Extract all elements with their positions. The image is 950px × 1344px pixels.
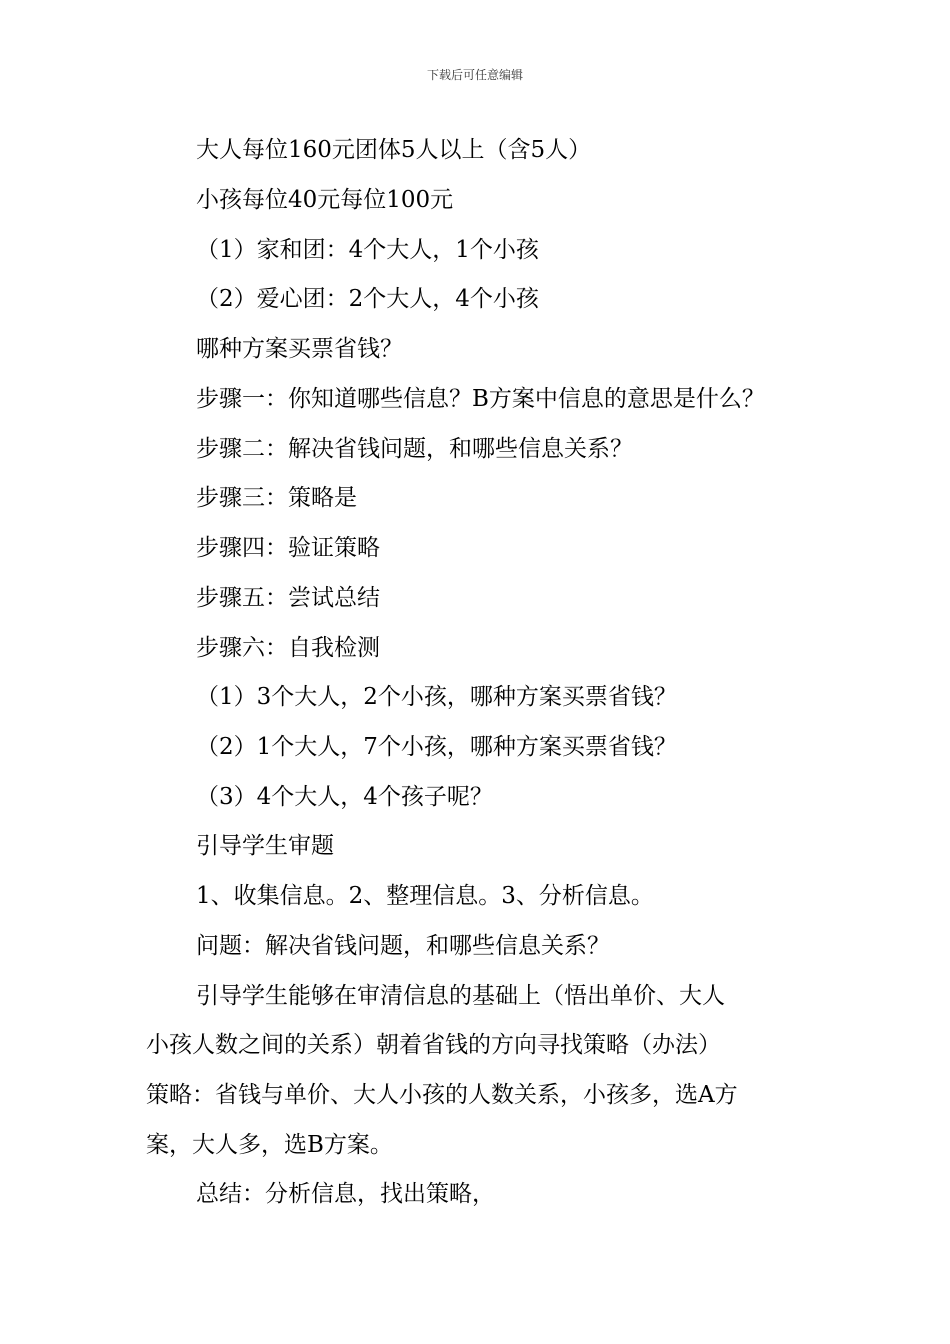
text-line: 总结：分析信息，找出策略， — [196, 1181, 495, 1207]
text-line: 引导学生能够在审清信息的基础上（悟出单价、大人 — [196, 983, 725, 1009]
text-line: 1、收集信息。2、整理信息。3、分析信息。 — [196, 883, 654, 909]
text-line: 小孩每位40元每位100元 — [196, 187, 454, 213]
page-header: 下载后可任意编辑 — [426, 68, 523, 82]
text-line: （3）4个大人，4个孩子呢？ — [196, 784, 493, 810]
text-line: 案，大人多，选B方案。 — [146, 1132, 393, 1158]
text-line: 步骤二：解决省钱问题，和哪些信息关系？ — [196, 436, 633, 462]
text-line: 步骤六：自我检测 — [196, 635, 380, 661]
text-line: （1）3个大人，2个小孩，哪种方案买票省钱？ — [196, 684, 677, 710]
text-line: 哪种方案买票省钱？ — [196, 336, 403, 362]
text-line: 步骤三：策略是 — [196, 485, 357, 511]
text-line: 引导学生审题 — [196, 833, 334, 859]
text-line: 步骤五：尝试总结 — [196, 585, 380, 611]
text-line: （2）爱心团：2个大人，4个小孩 — [196, 286, 539, 312]
text-line: 小孩人数之间的关系）朝着省钱的方向寻找策略（办法） — [146, 1032, 721, 1058]
text-line: 问题：解决省钱问题，和哪些信息关系？ — [196, 933, 610, 959]
text-line: （2）1个大人，7个小孩，哪种方案买票省钱？ — [196, 734, 677, 760]
text-line: （1）家和团：4个大人，1个小孩 — [196, 237, 539, 263]
text-line: 策略：省钱与单价、大人小孩的人数关系，小孩多，选A方 — [146, 1082, 738, 1108]
text-line: 大人每位160元团体5人以上（含5人） — [196, 137, 592, 163]
text-line: 步骤四：验证策略 — [196, 535, 380, 561]
text-line: 步骤一：你知道哪些信息？B方案中信息的意思是什么？ — [196, 386, 765, 412]
